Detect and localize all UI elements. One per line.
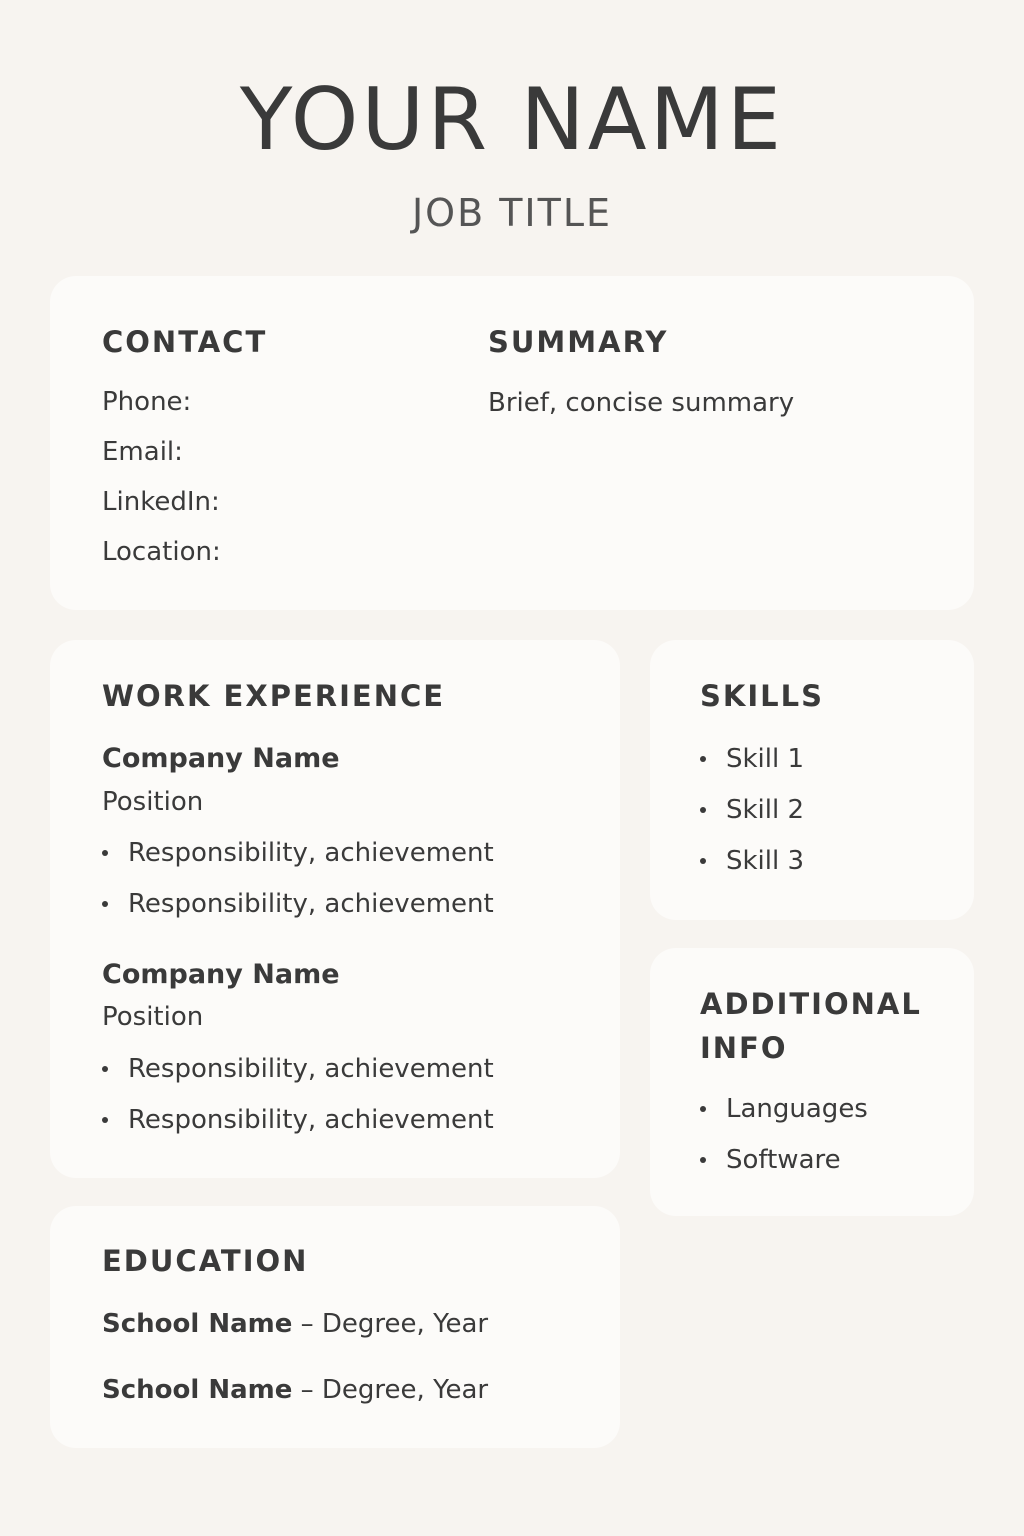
resume-job-title: JOB TITLE bbox=[411, 191, 613, 235]
skill-text: Skill 1 bbox=[726, 744, 805, 774]
education-separator: – bbox=[292, 1309, 322, 1339]
additional-info-heading: ADDITIONAL bbox=[700, 987, 922, 1021]
bullet-icon bbox=[700, 756, 706, 762]
contact-phone-label: Phone: bbox=[102, 387, 192, 417]
contact-location-label: Location: bbox=[102, 537, 221, 567]
responsibility-text: Responsibility, achievement bbox=[128, 1054, 494, 1084]
work-experience-heading: WORK EXPERIENCE bbox=[102, 679, 446, 713]
education-entry bbox=[102, 1373, 488, 1407]
additional-info-text: Software bbox=[726, 1145, 841, 1175]
education-heading: EDUCATION bbox=[102, 1244, 309, 1278]
skills-heading: SKILLS bbox=[700, 679, 824, 713]
bullet-icon bbox=[700, 807, 706, 813]
contact-linkedin-label: LinkedIn: bbox=[102, 487, 220, 517]
responsibility-text: Responsibility, achievement bbox=[128, 838, 494, 868]
contact-email-label: Email: bbox=[102, 437, 183, 467]
school-name: School Name bbox=[102, 1309, 293, 1339]
degree-year: Degree, Year bbox=[321, 1375, 489, 1405]
skill-text: Skill 2 bbox=[726, 795, 805, 825]
skill-text: Skill 3 bbox=[726, 846, 805, 876]
summary-text: Brief, concise summary bbox=[488, 388, 795, 418]
school-name: School Name bbox=[102, 1375, 293, 1405]
job-position: Position bbox=[102, 1002, 204, 1032]
bullet-icon bbox=[102, 1117, 108, 1123]
education-entry bbox=[102, 1307, 488, 1341]
job-position: Position bbox=[102, 787, 204, 817]
contact-summary-card bbox=[50, 276, 974, 610]
bullet-icon bbox=[102, 901, 108, 907]
education-separator: – bbox=[292, 1375, 322, 1405]
summary-heading: SUMMARY bbox=[488, 325, 669, 359]
responsibility-text: Responsibility, achievement bbox=[128, 1105, 494, 1135]
responsibility-text: Responsibility, achievement bbox=[128, 889, 494, 919]
bullet-icon bbox=[700, 1157, 706, 1163]
bullet-icon bbox=[102, 1066, 108, 1072]
work-experience-card bbox=[50, 640, 620, 1178]
additional-info-card bbox=[650, 948, 974, 1216]
skills-card bbox=[650, 640, 974, 920]
degree-year: Degree, Year bbox=[321, 1309, 489, 1339]
additional-info-heading-line2: INFO bbox=[700, 1031, 788, 1065]
education-card bbox=[50, 1206, 620, 1448]
bullet-icon bbox=[700, 1106, 706, 1112]
contact-heading: CONTACT bbox=[102, 325, 268, 359]
company-name: Company Name bbox=[102, 743, 340, 774]
additional-info-text: Languages bbox=[726, 1094, 868, 1124]
resume-name: YOUR NAME bbox=[239, 70, 785, 170]
bullet-icon bbox=[102, 850, 108, 856]
company-name: Company Name bbox=[102, 959, 340, 990]
bullet-icon bbox=[700, 858, 706, 864]
